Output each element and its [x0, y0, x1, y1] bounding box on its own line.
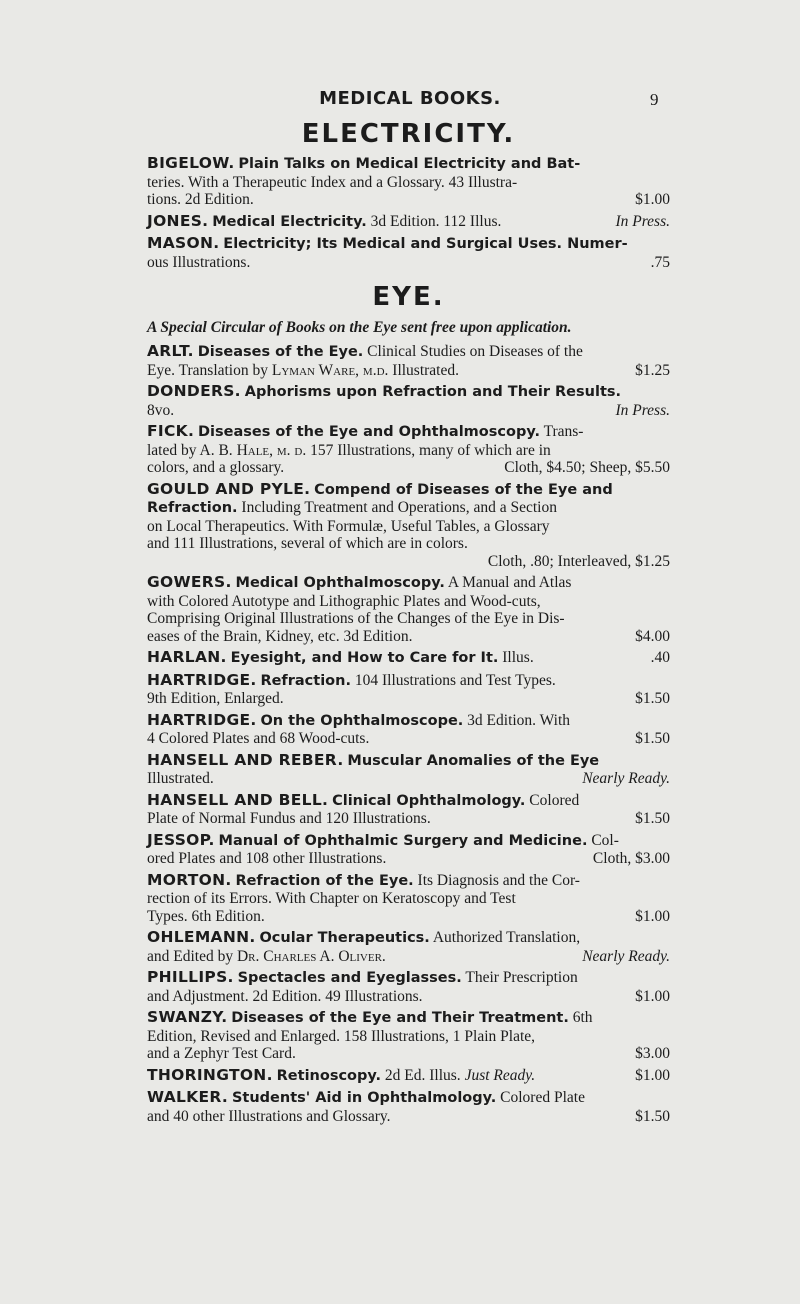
entry-description-end: and 40 other Illustrations and Glossary.: [147, 1107, 391, 1125]
entry-author: FICK.: [147, 422, 195, 440]
book-entry-jessop: [147, 832, 670, 868]
book-entry-phillips: [147, 969, 670, 1005]
entry-author: DONDERS.: [147, 382, 241, 400]
entry-description: Col-: [591, 831, 619, 849]
book-entry-hansell-reber: [147, 752, 670, 788]
entry-author: JESSOP.: [147, 830, 215, 849]
entry-description-mid2: 157 Illustrations, many of which are in: [310, 441, 551, 459]
entry-price: $1.50: [635, 730, 670, 747]
book-entry-gould-pyle: [147, 481, 670, 571]
entry-description: 3d Edition. With: [467, 711, 571, 729]
book-entry-fick: [147, 423, 670, 477]
entry-description-end: Eye. Translation by: [147, 361, 268, 379]
entry-description: teries. With a Therapeutic Index and a Glossary. 43 Illustra-: [147, 173, 518, 191]
entry-title: Diseases of the Eye.: [197, 344, 364, 360]
entry-author: HARTRIDGE.: [147, 670, 257, 689]
entry-price: .75: [650, 253, 670, 271]
entry-title: Clinical Ophthalmology.: [332, 792, 526, 809]
book-entry-hartridge-refraction: [147, 672, 670, 708]
book-entry-harlan: [147, 649, 670, 668]
book-entry-arlt: [147, 343, 670, 379]
entry-description: 2d Ed. Illus.: [384, 1066, 461, 1084]
entry-title: Aphorisms upon Refraction and Their Results.: [244, 384, 622, 400]
entry-title-cont: Refraction.: [147, 500, 238, 516]
entry-title: Eyesight, and How to Care for It.: [230, 650, 499, 666]
entry-description: Trans-: [543, 423, 584, 440]
entry-description-mid: lated by A. B.: [147, 441, 233, 459]
entry-description: 3d Edition. 112 Illus.: [370, 212, 502, 230]
book-entry-donders: [147, 383, 670, 419]
entry-description-end: Illustrated.: [147, 770, 214, 787]
entry-description: Including Treatment and Operations, and a Section: [241, 499, 557, 516]
entry-description: 104 Illustrations and Test Types.: [354, 671, 556, 689]
entry-description-end: 4 Colored Plates and 68 Wood-cuts.: [147, 730, 370, 747]
entry-title: Ocular Therapeutics.: [259, 930, 430, 946]
entry-title: Diseases of the Eye and Ophthalmoscopy.: [198, 424, 540, 440]
entry-status: In Press.: [615, 401, 670, 419]
entry-description-end: and Adjustment. 2d Edition. 49 Illustrations.: [147, 987, 423, 1005]
entry-description: Colored Plate: [500, 1089, 585, 1106]
entry-price: $1.50: [635, 810, 670, 827]
running-title: MEDICAL BOOKS.: [319, 88, 501, 109]
entry-price: $1.50: [635, 690, 670, 707]
entry-status: In Press.: [615, 212, 670, 230]
entry-author: JONES.: [147, 211, 209, 230]
entry-price: Cloth, .80; Interleaved, $1.25: [487, 552, 670, 570]
entry-price: $1.00: [635, 191, 670, 208]
section-heading-electricity: ELECTRICITY.: [301, 119, 516, 149]
book-entry-swanzy: [147, 1009, 670, 1063]
entry-title: Spectacles and Eyeglasses.: [237, 970, 462, 986]
entry-price: $1.50: [635, 1107, 670, 1125]
entry-description: A Manual and Atlas: [447, 574, 572, 591]
entry-description-end: and a Zephyr Test Card.: [147, 1045, 296, 1062]
entry-price: $1.00: [635, 987, 670, 1005]
entry-title: Retinoscopy.: [276, 1067, 382, 1084]
entry-author: OHLEMANN.: [147, 928, 256, 946]
entry-description-end: Types. 6th Edition.: [147, 907, 265, 925]
entry-status: Nearly Ready.: [582, 770, 670, 787]
entry-price: $1.00: [635, 907, 670, 925]
entry-description-mid: rection of its Errors. With Chapter on Keratoscopy and Test: [147, 890, 516, 907]
entry-title: Refraction.: [260, 672, 351, 689]
entry-description: Authorized Translation,: [432, 929, 581, 946]
entry-description: Colored: [529, 791, 580, 809]
entry-description-mid: Edition, Revised and Enlarged. 158 Illustrations, 1 Plain Plate,: [147, 1027, 536, 1045]
entry-title: Students' Aid in Ophthalmology.: [231, 1090, 497, 1106]
entry-title: Medical Electricity.: [212, 213, 367, 230]
entry-author: MORTON.: [147, 870, 232, 889]
entry-author: PHILLIPS.: [147, 968, 234, 986]
book-entry-bigelow: [147, 155, 670, 209]
entry-price: Cloth, $3.00: [592, 850, 670, 867]
entry-price: Cloth, $4.50; Sheep, $5.50: [504, 459, 670, 476]
entry-author: SWANZY.: [147, 1008, 228, 1026]
book-entry-walker: [147, 1089, 670, 1125]
entry-description-end: eases of the Brain, Kidney, etc. 3d Edition.: [147, 627, 413, 645]
entry-description-end: colors, and a glossary.: [147, 459, 285, 476]
entry-author: HANSELL AND REBER.: [147, 750, 344, 769]
entry-description: 6th: [572, 1009, 593, 1026]
entry-price: $1.00: [635, 1066, 670, 1084]
entry-description-mid: on Local Therapeutics. With Formulæ, Useful Tables, a Glossary: [147, 517, 550, 535]
entry-author: HARLAN.: [147, 648, 227, 666]
book-entry-jones: [147, 213, 670, 232]
entry-title: Compend of Diseases of the Eye and: [314, 481, 613, 498]
entry-author: MASON.: [147, 234, 220, 252]
entry-price: $4.00: [635, 627, 670, 645]
entry-description: Its Diagnosis and the Cor-: [417, 871, 580, 889]
entry-title: On the Ophthalmoscope.: [260, 712, 464, 729]
book-entry-ohlemann: [147, 929, 670, 965]
entry-description-end: 9th Edition, Enlarged.: [147, 690, 284, 707]
entry-author: ARLT.: [147, 342, 194, 360]
entry-description-end: Plate of Normal Fundus and 120 Illustrations.: [147, 810, 431, 827]
entry-description-end: and 111 Illustrations, several of which are in colors.: [147, 535, 468, 552]
entry-description-tail: Illustrated.: [392, 361, 459, 379]
entry-description-mid: with Colored Autotype and Lithographic Plates and Wood-cuts,: [147, 592, 541, 610]
book-entry-morton: [147, 872, 670, 926]
entry-description: Their Prescription: [465, 969, 578, 986]
entry-title: Refraction of the Eye.: [235, 872, 414, 889]
entry-status: Nearly Ready.: [582, 947, 670, 965]
entry-price: $1.25: [635, 361, 670, 379]
entry-status: Just Ready.: [464, 1066, 536, 1084]
book-entry-hartridge-ophthalmoscope: [147, 712, 670, 748]
entry-description-end: ored Plates and 108 other Illustrations.: [147, 850, 387, 867]
entry-description-mid2: Comprising Original Illustrations of the Changes of the Eye in Dis-: [147, 610, 565, 627]
book-entry-thorington: [147, 1067, 670, 1086]
entry-author: GOULD AND PYLE.: [147, 479, 311, 498]
entry-translator: Lyman Ware, m.d.: [271, 361, 389, 379]
entry-description-end: tions. 2d Edition.: [147, 191, 254, 208]
entry-title: Electricity; Its Medical and Surgical Uses. Numer-: [223, 236, 628, 252]
entry-title: Medical Ophthalmoscopy.: [235, 575, 445, 591]
page-number: 9: [650, 90, 659, 109]
book-entry-hansell-bell: [147, 792, 670, 828]
entry-translator: Dr. Charles A. Oliver.: [236, 947, 386, 965]
entry-description-end: ous Illustrations.: [147, 253, 251, 271]
entry-title: Muscular Anomalies of the Eye: [347, 752, 600, 769]
entry-author: WALKER.: [147, 1088, 229, 1106]
entry-price: $3.00: [635, 1045, 670, 1062]
entry-description: Illus.: [502, 649, 534, 666]
entry-title: Plain Talks on Medical Electricity and Bat-: [238, 156, 581, 172]
catalog-content: [147, 118, 670, 1129]
entry-description-end: and Edited by: [147, 947, 234, 965]
entry-description: Clinical Studies on Diseases of the: [367, 343, 583, 360]
entry-author: BIGELOW.: [147, 154, 235, 172]
section-heading-eye: EYE.: [372, 282, 445, 312]
entry-title: Diseases of the Eye and Their Treatment.: [231, 1010, 569, 1026]
entry-description-end: 8vo.: [147, 401, 175, 419]
entry-price: .40: [650, 649, 670, 666]
circular-notice: A Special Circular of Books on the Eye sent free upon application.: [147, 319, 572, 336]
entry-editor: Hale, m. d.: [236, 441, 307, 459]
entry-author: HANSELL AND BELL.: [147, 790, 329, 809]
book-entry-mason: [147, 235, 670, 271]
entry-author: GOWERS.: [147, 573, 232, 591]
entry-author: HARTRIDGE.: [147, 710, 257, 729]
entry-author: THORINGTON.: [147, 1065, 273, 1084]
entry-title: Manual of Ophthalmic Surgery and Medicine.: [218, 832, 588, 849]
book-entry-gowers: [147, 574, 670, 645]
